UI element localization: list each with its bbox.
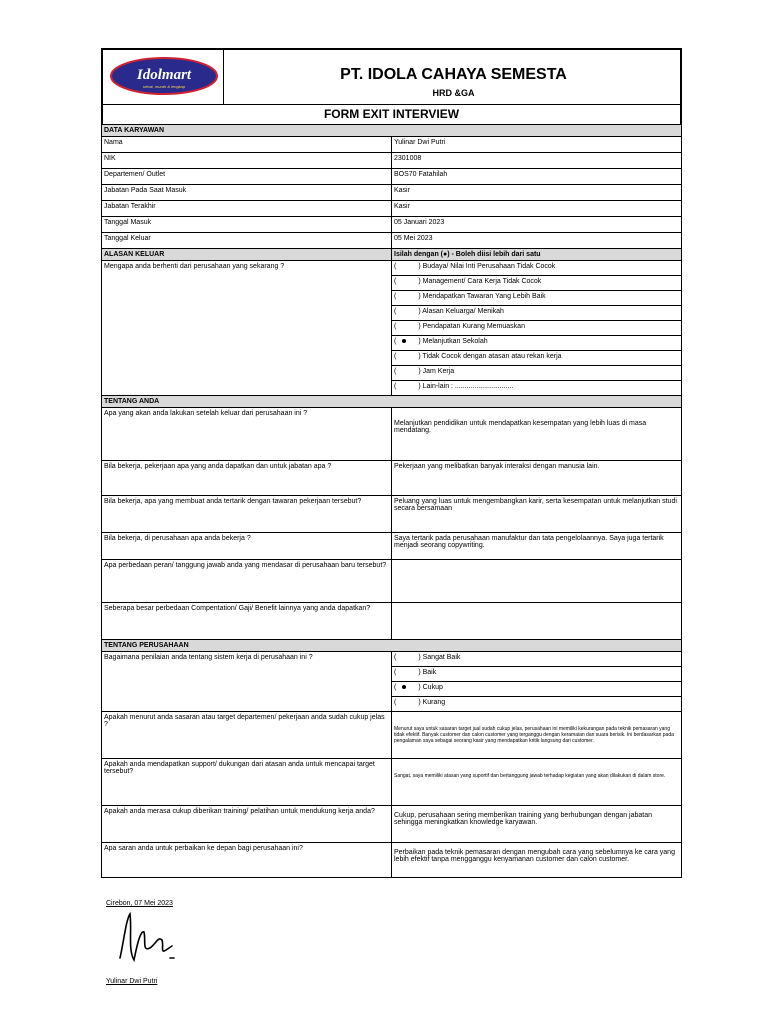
- field-label: Jabatan Pada Saat Masuk: [102, 185, 392, 201]
- alasan-option[interactable]: ( ) Mendapatkan Tawaran Yang Lebih Baik: [392, 291, 682, 306]
- option-label: ) Alasan Keluarga/ Menikah: [418, 308, 504, 315]
- table-row: [102, 201, 682, 217]
- question-label: Bila bekerja, apa yang membuat anda tertarik dengan tawaran pekerjaan tersebut?: [102, 496, 392, 533]
- company-name: PT. IDOLA CAHAYA SEMESTA: [340, 66, 567, 83]
- table-row: [102, 496, 682, 533]
- table-row: [102, 712, 682, 759]
- table-row: [102, 603, 682, 640]
- field-value: 05 Mei 2023: [392, 233, 682, 249]
- field-value: Kasir: [392, 185, 682, 201]
- logo-text: Idolmart: [136, 67, 192, 83]
- question-label: Apa saran anda untuk perbaikan ke depan bagi perusahaan ini?: [102, 843, 392, 878]
- alasan-option[interactable]: ( ) Melanjutkan Sekolah: [392, 336, 682, 351]
- field-value: BOS70 Fatahilah: [392, 169, 682, 185]
- field-label: Jabatan Terakhir: [102, 201, 392, 217]
- option-label: ) Jam Kerja: [418, 368, 455, 375]
- option-label: ) Lain-lain : ..............................: [418, 383, 514, 390]
- alasan-option[interactable]: ( ) Alasan Keluarga/ Menikah: [392, 306, 682, 321]
- answer-field[interactable]: [392, 603, 682, 640]
- option-label: ) Melanjutkan Sekolah: [418, 338, 488, 345]
- question-label: Bila bekerja, pekerjaan apa yang anda dapatkan dan untuk jabatan apa ?: [102, 461, 392, 496]
- alasan-option[interactable]: ( ) Budaya/ Nilai Inti Perusahaan Tidak Cocok: [392, 261, 682, 276]
- answer-field[interactable]: Pekerjaan yang melibatkan banyak interaksi dengan manusia lain.: [392, 461, 682, 496]
- answer-field[interactable]: Melanjutkan pendidikan untuk mendapatkan kesempatan yang lebih luas di masa mendatang.: [392, 408, 682, 461]
- department-name: HRD &GA: [432, 88, 475, 98]
- table-row: [102, 533, 682, 560]
- section-row: [102, 249, 682, 261]
- section-row: [102, 125, 682, 137]
- alasan-instruction: Isilah dengan (●) - Boleh diisi lebih dari satu: [392, 249, 682, 261]
- answer-field[interactable]: Saya tertarik pada perusahaan manufaktur dan tata pengelolaannya. Saya juga tertarik menjadi seorang copywriting.: [392, 533, 682, 560]
- company-logo: [109, 56, 219, 96]
- option-label: ) Baik: [418, 669, 437, 676]
- selected-bullet-icon: [402, 685, 406, 689]
- answer-field[interactable]: [392, 560, 682, 603]
- option-label: ) Cukup: [418, 684, 443, 691]
- section-row: [102, 640, 682, 652]
- option-label: ) Tidak Cocok dengan atasan atau rekan kerja: [418, 353, 562, 360]
- question-label: Apa perbedaan peran/ tanggung jawab anda yang mendasar di perusahaan baru tersebut?: [102, 560, 392, 603]
- logo-box: [103, 50, 224, 104]
- list-item: [102, 261, 682, 276]
- table-row: [102, 233, 682, 249]
- alasan-option[interactable]: ( ) Management/ Cara Kerja Tidak Cocok: [392, 276, 682, 291]
- field-label: Tanggal Keluar: [102, 233, 392, 249]
- alasan-option[interactable]: ( ) Tidak Cocok dengan atasan atau rekan kerja: [392, 351, 682, 366]
- table-row: [102, 560, 682, 603]
- field-value: 05 Januari 2023: [392, 217, 682, 233]
- option-label: ) Kurang: [418, 699, 446, 706]
- logo-tagline: sehat, murah & lengkap: [142, 84, 186, 89]
- field-label: Departemen/ Outlet: [102, 169, 392, 185]
- form-table: [101, 124, 682, 878]
- option-label: ) Sangat Baik: [418, 654, 461, 661]
- field-value: Yulinar Dwi Putri: [392, 137, 682, 153]
- signature-name: Yulinar Dwi Putri: [106, 978, 158, 985]
- exit-interview-form: [101, 48, 682, 878]
- question-label: Bila bekerja, di perusahaan apa anda bekerja ?: [102, 533, 392, 560]
- option-label: ) Mendapatkan Tawaran Yang Lebih Baik: [418, 293, 546, 300]
- rating-question: Bagaimana penilaian anda tentang sistem kerja di perusahaan ini ?: [102, 652, 392, 712]
- section-alasan: ALASAN KELUAR: [102, 249, 392, 261]
- table-row: [102, 759, 682, 806]
- field-value: Kasir: [392, 201, 682, 217]
- field-label: Nama: [102, 137, 392, 153]
- table-row: [102, 137, 682, 153]
- section-row: [102, 396, 682, 408]
- option-label: ) Management/ Cara Kerja Tidak Cocok: [418, 278, 542, 285]
- signature-place-date: Cirebon, 07 Mei 2023: [106, 900, 173, 907]
- option-label: ) Budaya/ Nilai Inti Perusahaan Tidak Cocok: [418, 263, 556, 270]
- table-row: [102, 806, 682, 843]
- answer-field[interactable]: Sangat, saya memiliki atasan yang suportif dan bertanggung jawab terhadap kegiatan yang akan dilakukan di dalam store.: [392, 759, 682, 806]
- question-label: Seberapa besar perbedaan Compentation/ Gaji/ Benefit lainnya yang anda dapatkan?: [102, 603, 392, 640]
- question-label: Apakah anda mendapatkan support/ dukungan dari atasan anda untuk mencapai target tersebut?: [102, 759, 392, 806]
- table-row: [102, 153, 682, 169]
- table-row: [102, 169, 682, 185]
- answer-field[interactable]: Peluang yang luas untuk mengembangkan karir, serta kesempatan untuk melanjutkan studi secara bersamaan: [392, 496, 682, 533]
- table-row: [102, 843, 682, 878]
- section-tentang-anda: TENTANG ANDA: [102, 396, 682, 408]
- alasan-option[interactable]: ( ) Pendapatan Kurang Memuaskan: [392, 321, 682, 336]
- section-tentang-perusahaan: TENTANG PERUSAHAAN: [102, 640, 682, 652]
- alasan-question: Mengapa anda berhenti dari perusahaan yang sekarang ?: [102, 261, 392, 396]
- table-row: [102, 408, 682, 461]
- field-label: Tanggal Masuk: [102, 217, 392, 233]
- alasan-option[interactable]: ( ) Lain-lain : ..............................: [392, 381, 682, 396]
- question-label: Apakah anda merasa cukup diberikan training/ pelatihan untuk mendukung kerja anda?: [102, 806, 392, 843]
- selected-bullet-icon: [402, 339, 406, 343]
- rating-option[interactable]: ( ) Sangat Baik: [392, 652, 682, 667]
- answer-field[interactable]: Cukup, perusahaan sering memberikan training yang berhubungan dengan jabatan sehingga meningkatkan knowledge karyawan.: [392, 806, 682, 843]
- list-item: [102, 652, 682, 667]
- option-label: ) Pendapatan Kurang Memuaskan: [418, 323, 525, 330]
- rating-option[interactable]: ( ) Baik: [392, 667, 682, 682]
- section-data-karyawan: DATA KARYAWAN: [102, 125, 682, 137]
- answer-field[interactable]: Menurut saya untuk sasaran target jual sudah cukup jelas, perusahaan ini memiliki kekurangan pada teknik pemasaran yang tidak efektif. Banyak customer dan calon customer yang terganggu dengan keramaian dan suara berisik. Ini berdasarkan pada pengalaman saya sebagai seorang kasir yang mendapatkan kritik langsung dari customer.: [392, 712, 682, 759]
- signature-image: [112, 910, 182, 970]
- field-value: 2301008: [392, 153, 682, 169]
- answer-field[interactable]: Perbaikan pada teknik pemasaran dengan mengubah cara yang sebelumnya ke cara yang lebih efektif tanpa mengganggu kenyamanan customer dan calon customer.: [392, 843, 682, 878]
- rating-option[interactable]: ( ) Cukup: [392, 682, 682, 697]
- question-label: Apakah menurut anda sasaran atau target departemen/ pekerjaan anda sudah cukup jelas ?: [102, 712, 392, 759]
- table-row: [102, 185, 682, 201]
- rating-option[interactable]: ( ) Kurang: [392, 697, 682, 712]
- form-header: [101, 48, 682, 105]
- alasan-option[interactable]: ( ) Jam Kerja: [392, 366, 682, 381]
- field-label: NIK: [102, 153, 392, 169]
- form-title: FORM EXIT INTERVIEW: [101, 105, 682, 124]
- table-row: [102, 217, 682, 233]
- table-row: [102, 461, 682, 496]
- question-label: Apa yang akan anda lakukan setelah keluar dari perusahaan ini ?: [102, 408, 392, 461]
